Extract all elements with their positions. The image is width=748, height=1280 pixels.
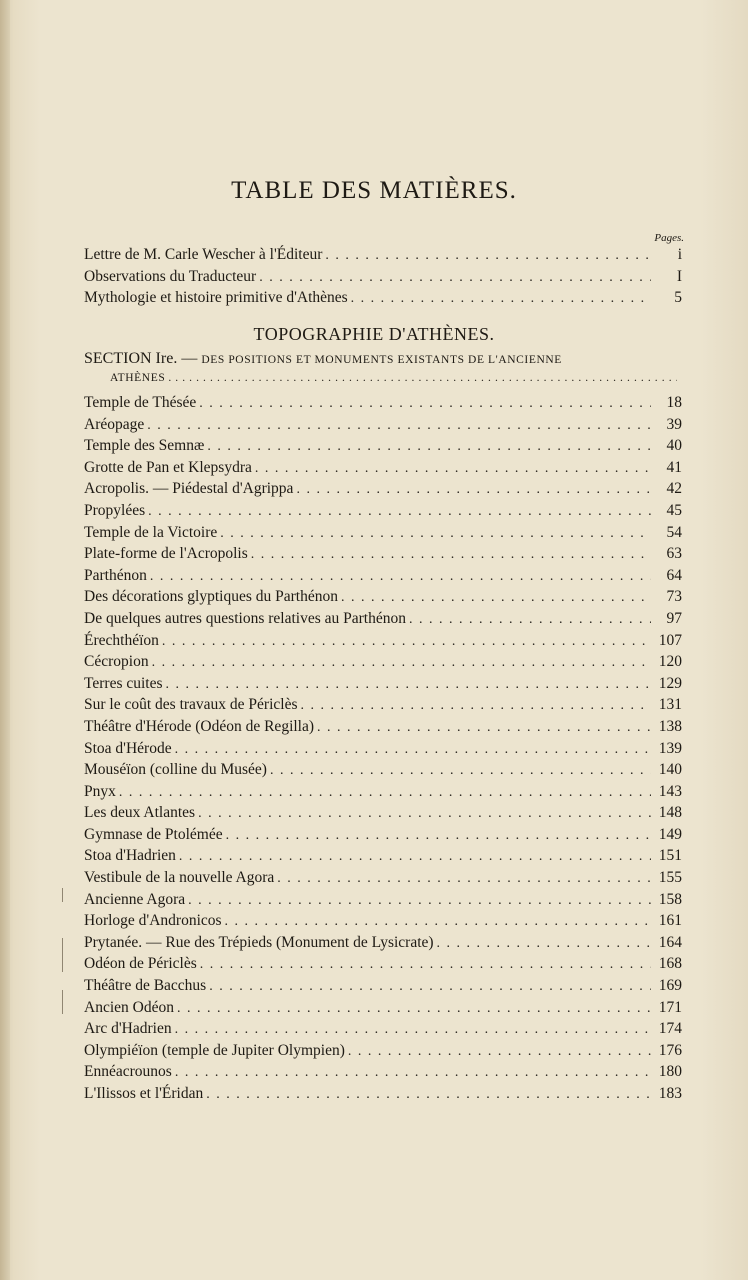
margin-pencil-mark	[62, 888, 67, 902]
toc-entry-page-number: 149	[658, 825, 682, 843]
leader-dots	[437, 936, 651, 952]
toc-entry-label: Parthénon	[84, 566, 147, 584]
toc-entry-label: Ancienne Agora	[84, 890, 186, 908]
leader-dots	[341, 590, 651, 606]
toc-entry-page-number: 168	[658, 955, 682, 973]
toc-entry-page-number: 183	[658, 1085, 682, 1102]
toc-entry	[84, 394, 682, 416]
toc-entry	[84, 437, 682, 459]
toc-entry	[84, 1085, 682, 1107]
toc-entry-page-number: 73	[666, 588, 682, 606]
toc-entry	[84, 826, 682, 848]
toc-entry-page-number: i	[677, 246, 682, 263]
leader-dots	[179, 849, 651, 865]
margin-pencil-mark	[62, 990, 67, 1014]
leader-dots	[177, 1001, 651, 1017]
toc-entry	[84, 524, 682, 546]
leader-dots	[317, 720, 651, 736]
toc-entry-page-number: 54	[666, 523, 682, 541]
leader-dots	[296, 482, 651, 498]
leader-dots	[147, 418, 651, 434]
leader-dots	[301, 698, 652, 714]
leader-dots	[200, 957, 651, 973]
toc-entry-page-number: 164	[658, 933, 682, 951]
toc-entry-page-number: 120	[658, 653, 682, 671]
toc-entry-label: Théâtre de Bacchus	[84, 977, 207, 995]
toc-entry-page-number: 45	[666, 501, 682, 519]
toc-entry-label: Arc d'Hadrien	[84, 1020, 172, 1038]
toc-entry	[84, 268, 682, 290]
section-number: SECTION Ire.	[84, 350, 178, 367]
pages-column-label: Pages.	[654, 232, 684, 244]
toc-entry	[84, 740, 682, 762]
toc-entry-label: Stoa d'Hadrien	[84, 847, 176, 865]
toc-entry-label: Odéon de Périclès	[84, 955, 197, 973]
toc-entry	[84, 999, 682, 1021]
toc-entry	[84, 459, 682, 481]
leader-dots	[259, 270, 651, 286]
toc-entry-label: Terres cuites	[84, 674, 163, 692]
leader-dots	[162, 634, 651, 650]
toc-entry	[84, 1063, 682, 1085]
toc-entry-label: Plate-forme de l'Acropolis	[84, 545, 248, 563]
toc-entry-page-number: 97	[666, 609, 682, 627]
leader-dots	[207, 439, 651, 455]
toc-entry	[84, 761, 682, 783]
toc-entry	[84, 955, 682, 977]
leader-dots	[251, 547, 651, 563]
toc-entry-page-number: 161	[658, 912, 682, 930]
toc-entry-label: Gymnase de Ptolémée	[84, 825, 223, 843]
toc-entry-label: Olympiéïon (temple de Jupiter Olympien)	[84, 1041, 345, 1059]
toc-entry-page-number: 41	[666, 458, 682, 476]
toc-entry	[84, 912, 682, 934]
toc-entry-page-number: 143	[658, 782, 682, 800]
toc-entry-page-number: 64	[666, 566, 682, 584]
toc-entry-page-number: 180	[658, 1063, 682, 1081]
leader-dots	[225, 914, 651, 930]
toc-entry-label: Grotte de Pan et Klepsydra	[84, 458, 252, 476]
leader-dots	[206, 1087, 651, 1103]
toc-entry	[84, 1020, 682, 1042]
section-dash: —	[181, 350, 198, 367]
leader-dots	[168, 372, 677, 384]
toc-entry	[84, 783, 682, 805]
toc-entry	[84, 977, 682, 999]
toc-entry-label: Lettre de M. Carle Wescher à l'Éditeur	[84, 246, 323, 263]
page-title: TABLE DES MATIÈRES.	[231, 176, 517, 204]
front-matter-list	[84, 246, 682, 311]
toc-entry	[84, 632, 682, 654]
toc-entry-label: Observations du Traducteur	[84, 267, 257, 285]
leader-dots	[226, 828, 651, 844]
leader-dots	[277, 871, 651, 887]
toc-entry-page-number: 131	[658, 696, 682, 714]
toc-entry-page-number: I	[676, 267, 682, 285]
toc-entry-page-number: 42	[666, 480, 682, 498]
toc-entry	[84, 934, 682, 956]
toc-entry-page-number: 107	[658, 631, 682, 649]
toc-entry-page-number: 40	[666, 437, 682, 455]
toc-entry-label: Sur le coût des travaux de Périclès	[84, 696, 298, 714]
toc-entry-label: De quelques autres questions relatives au Parthénon	[84, 609, 406, 627]
toc-entry-page-number: 129	[658, 674, 682, 692]
toc-entry-label: Aréopage	[84, 415, 145, 433]
toc-entry	[84, 891, 682, 913]
toc-entry-label: Propylées	[84, 501, 146, 519]
leader-dots	[152, 655, 651, 671]
toc-entries-list	[84, 394, 682, 1107]
toc-entry-page-number: 151	[658, 847, 682, 865]
toc-entry-label: Temple de la Victoire	[84, 523, 218, 541]
leader-dots	[198, 806, 651, 822]
toc-entry-page-number: 139	[658, 739, 682, 757]
toc-entry-label: Érechthéïon	[84, 631, 159, 649]
leader-dots	[148, 504, 651, 520]
leader-dots	[150, 569, 651, 585]
leader-dots	[209, 979, 651, 995]
toc-entry-label: Acropolis. — Piédestal d'Agrippa	[84, 480, 294, 498]
toc-entry	[84, 545, 682, 567]
toc-entry-label: Ennéacrounos	[84, 1063, 172, 1081]
toc-entry	[84, 675, 682, 697]
toc-entry-label: Des décorations glyptiques du Parthénon	[84, 588, 338, 606]
leader-dots	[175, 1065, 651, 1081]
leader-dots	[351, 291, 651, 307]
toc-entry	[84, 502, 682, 524]
toc-entry	[84, 567, 682, 589]
toc-entry-page-number: 63	[666, 545, 682, 563]
toc-entry-page-number: 5	[674, 289, 682, 307]
leader-dots	[220, 526, 651, 542]
toc-entry	[84, 289, 682, 311]
toc-entry	[84, 416, 682, 438]
leader-dots	[119, 785, 651, 801]
toc-entry-label: Horloge d'Andronicos	[84, 912, 222, 930]
section-heading: TOPOGRAPHIE D'ATHÈNES.	[253, 324, 495, 344]
toc-entry-label: Mouséïon (colline du Musée)	[84, 761, 267, 779]
section-title-line	[84, 350, 684, 368]
leader-dots	[175, 1022, 651, 1038]
leader-dots	[348, 1044, 651, 1060]
leader-dots	[166, 677, 651, 693]
toc-entry	[84, 1042, 682, 1064]
leader-dots	[175, 742, 651, 758]
toc-entry-page-number: 171	[658, 998, 682, 1016]
leader-dots	[199, 396, 651, 412]
toc-entry	[84, 869, 682, 891]
toc-entry-page-number: 140	[658, 761, 682, 779]
toc-entry-label: Ancien Odéon	[84, 998, 174, 1016]
toc-entry	[84, 246, 682, 268]
toc-entry-label: Pnyx	[84, 782, 116, 800]
toc-entry-page-number: 155	[658, 869, 682, 887]
toc-entry-page-number: 158	[658, 890, 682, 908]
section-title-part2: ATHÈNES	[110, 372, 166, 384]
leader-dots	[255, 461, 651, 477]
toc-entry-label: Vestibule de la nouvelle Agora	[84, 869, 275, 887]
toc-entry-page-number: 18	[666, 394, 682, 411]
toc-entry-page-number: 39	[666, 415, 682, 433]
toc-entry-page-number: 169	[658, 977, 682, 995]
section-title-continuation	[110, 372, 680, 384]
toc-entry	[84, 588, 682, 610]
toc-entry-page-number: 174	[658, 1020, 682, 1038]
toc-entry	[84, 847, 682, 869]
toc-entry-label: Prytanée. — Rue des Trépieds (Monument de Lysicrate)	[84, 933, 434, 951]
toc-entry	[84, 653, 682, 675]
leader-dots	[325, 248, 651, 264]
toc-entry-label: Les deux Atlantes	[84, 804, 196, 822]
toc-entry-label: Théâtre d'Hérode (Odéon de Regilla)	[84, 717, 315, 735]
toc-entry	[84, 696, 682, 718]
toc-entry-page-number: 176	[658, 1041, 682, 1059]
toc-entry-label: Mythologie et histoire primitive d'Athènes	[84, 289, 348, 307]
toc-entry-label: Cécropion	[84, 653, 149, 671]
toc-entry-label: L'Ilissos et l'Éridan	[84, 1085, 204, 1102]
toc-entry	[84, 610, 682, 632]
leader-dots	[270, 763, 651, 779]
toc-entry	[84, 804, 682, 826]
toc-entry-page-number: 148	[658, 804, 682, 822]
leader-dots	[409, 612, 651, 628]
margin-pencil-mark	[62, 938, 67, 972]
section-title-part1: DES POSITIONS ET MONUMENTS EXISTANTS DE L'ANCIENNE	[201, 354, 562, 366]
toc-entry-page-number: 138	[658, 717, 682, 735]
leader-dots	[188, 893, 651, 909]
toc-entry-label: Temple des Semnæ	[84, 437, 205, 455]
toc-entry-label: Temple de Thésée	[84, 394, 197, 411]
toc-entry	[84, 480, 682, 502]
toc-entry	[84, 718, 682, 740]
toc-entry-label: Stoa d'Hérode	[84, 739, 172, 757]
